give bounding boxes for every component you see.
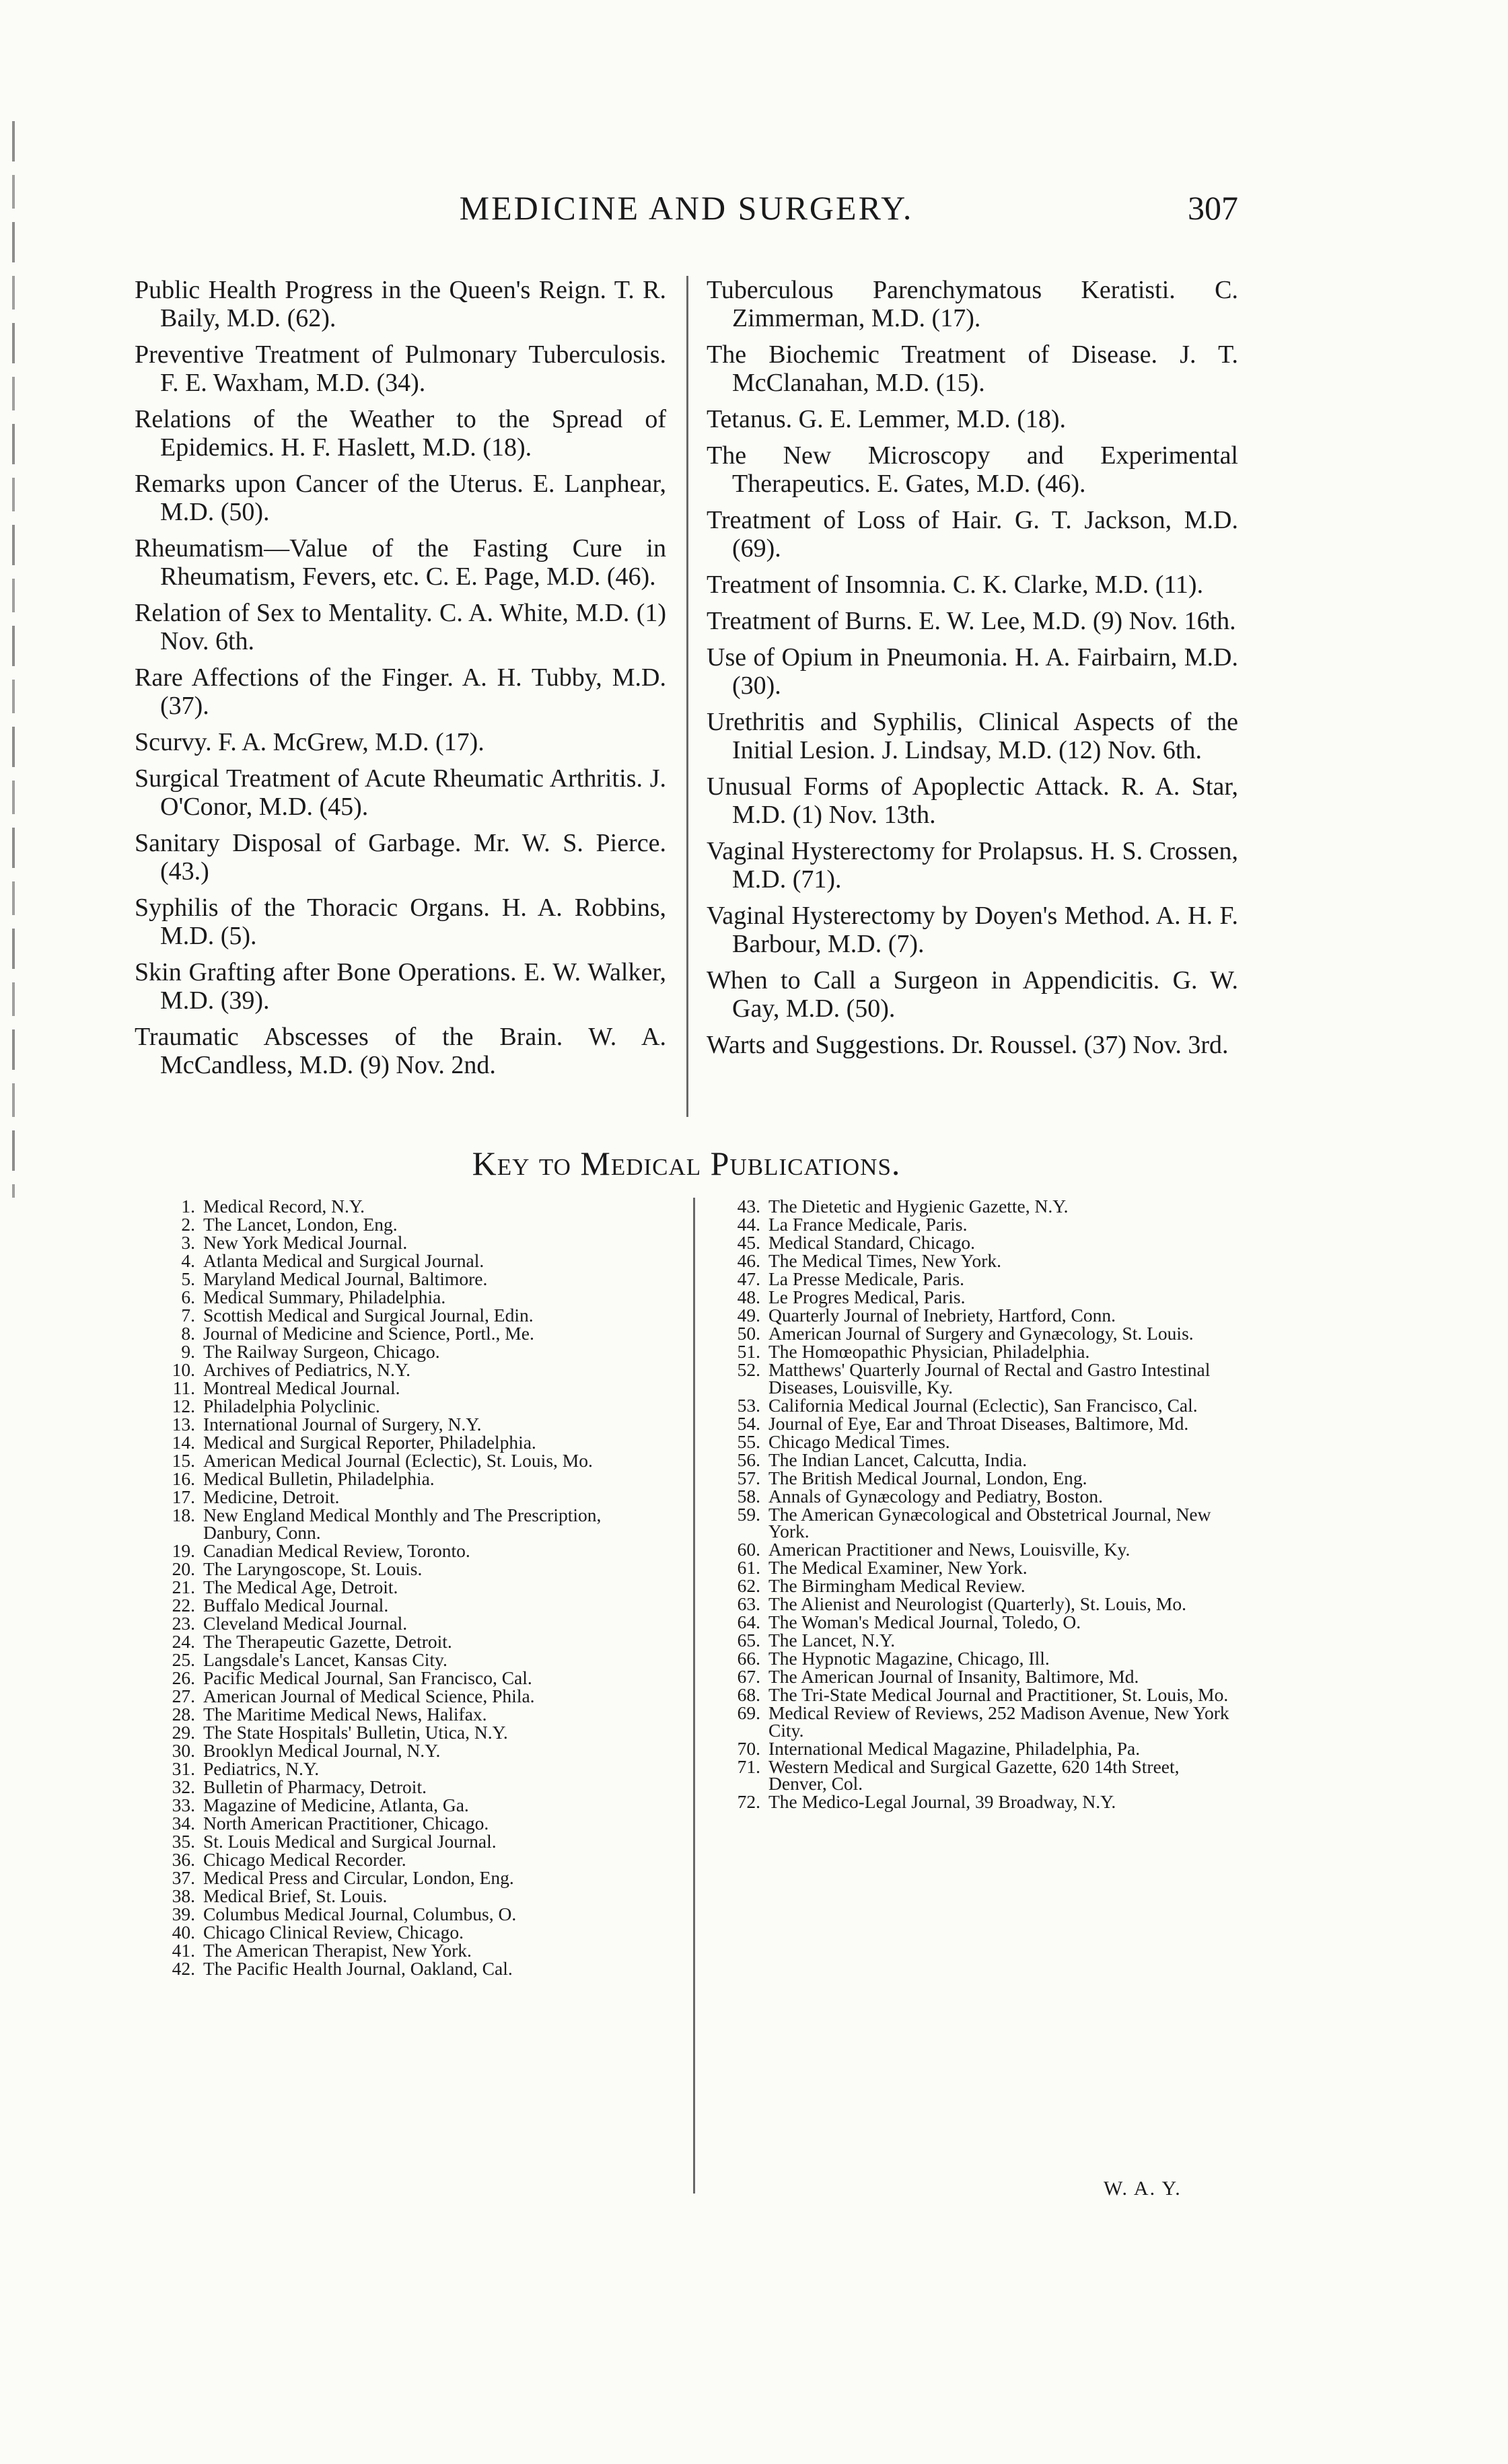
publication-entry: [720, 1503, 1231, 1542]
publication-entry: [155, 1270, 666, 1288]
page-title: MEDICINE AND SURGERY.: [459, 189, 914, 227]
publication-number: 38.: [172, 1885, 195, 1906]
publication-number: 58.: [737, 1485, 760, 1507]
publication-title: Atlanta Medical and Surgical Journal.: [203, 1250, 484, 1271]
publication-title: The Birmingham Medical Review.: [768, 1575, 1026, 1596]
publication-entry: [720, 1216, 1231, 1233]
publication-number: 13.: [172, 1414, 195, 1435]
publication-number: 21.: [172, 1576, 195, 1597]
publication-entry: [155, 1939, 666, 1961]
publication-title: St. Louis Medical and Surgical Journal.: [203, 1830, 497, 1852]
publication-entry: [720, 1611, 1231, 1632]
publication-entry: [155, 1760, 666, 1778]
publication-entry: [155, 1539, 666, 1561]
publication-title: Chicago Medical Times.: [768, 1430, 950, 1452]
publication-title: The Maritime Medical News, Halifax.: [203, 1703, 487, 1725]
publication-number: 63.: [737, 1593, 760, 1614]
publication-title: The State Hospitals' Bulletin, Utica, N.Y.: [203, 1721, 508, 1743]
publication-entry: [155, 1325, 666, 1342]
publication-number: 40.: [172, 1921, 195, 1943]
publication-title: Medical Summary, Philadelphia.: [203, 1287, 446, 1307]
publication-title: Medical Review of Reviews, 252 Madison Avenue, New York City.: [768, 1702, 1229, 1741]
publication-title: Le Progres Medical, Paris.: [768, 1287, 966, 1307]
publication-title: Scottish Medical and Surgical Journal, Edin.: [203, 1305, 534, 1326]
publication-number: 20.: [172, 1558, 195, 1579]
publication-title: Cleveland Medical Journal.: [203, 1612, 408, 1634]
publication-title: Montreal Medical Journal.: [203, 1377, 400, 1398]
publication-number: 16.: [172, 1468, 195, 1489]
publication-title: The American Journal of Insanity, Baltimore, Md.: [768, 1666, 1139, 1687]
publication-entry: [155, 1252, 666, 1270]
publication-number: 41.: [172, 1939, 195, 1961]
publication-number: 27.: [172, 1685, 195, 1706]
publication-number: 26.: [172, 1667, 195, 1688]
publication-title: Brooklyn Medical Journal, N.Y.: [203, 1739, 441, 1761]
publication-entry: [720, 1198, 1231, 1215]
publication-entry: [155, 1488, 666, 1506]
publication-number: 3.: [181, 1232, 195, 1253]
publication-number: 43.: [737, 1196, 760, 1217]
publication-entry: [155, 1361, 666, 1379]
publication-title: The Medical Age, Detroit.: [203, 1576, 398, 1597]
publication-entry: [155, 1560, 666, 1578]
publication-entry: [720, 1343, 1231, 1361]
article-entry: Scurvy. F. A. McGrew, M.D. (17).: [135, 728, 484, 756]
publication-number: 51.: [737, 1341, 760, 1362]
publication-entry: [720, 1430, 1231, 1452]
publication-entry: [155, 1703, 666, 1725]
publication-number: 7.: [181, 1305, 195, 1326]
publication-title: Medical and Surgical Reporter, Philadelphia.: [203, 1432, 536, 1453]
article-entry: Unusual Forms of Apoplectic Attack. R. A. Star, M.D. (1) Nov. 13th.: [707, 772, 1238, 829]
publication-title: Maryland Medical Journal, Baltimore.: [203, 1268, 488, 1289]
publication-title: Langsdale's Lancet, Kansas City.: [203, 1648, 447, 1670]
publication-number: 55.: [737, 1430, 760, 1452]
publication-number: 68.: [737, 1684, 760, 1705]
publication-entry: [720, 1559, 1231, 1577]
publication-title: Journal of Eye, Ear and Throat Diseases, Baltimore, Md.: [768, 1412, 1189, 1434]
publication-number: 23.: [172, 1612, 195, 1634]
publication-title: Archives of Pediatrics, N.Y.: [203, 1359, 411, 1380]
publication-number: 42.: [172, 1957, 195, 1979]
publication-number: 6.: [181, 1287, 195, 1307]
publication-entry: [155, 1612, 666, 1634]
publication-title: The Medical Examiner, New York.: [768, 1557, 1028, 1578]
publication-title: The Indian Lancet, Calcutta, India.: [768, 1449, 1028, 1470]
publication-number: 56.: [737, 1449, 760, 1470]
publication-number: 1.: [181, 1196, 195, 1217]
article-entry: Vaginal Hysterectomy for Prolapsus. H. S. Crossen, M.D. (71).: [707, 837, 1238, 894]
publication-entry: [155, 1903, 666, 1924]
publication-number: 46.: [737, 1250, 760, 1271]
article-entry: Urethritis and Syphilis, Clinical Aspects of the Initial Lesion. J. Lindsay, M.D. (12) Nov. 6th.: [707, 708, 1238, 764]
publication-title: Medical Bulletin, Philadelphia.: [203, 1468, 435, 1489]
publication-title: Canadian Medical Review, Toronto.: [203, 1539, 470, 1561]
publication-entry: [155, 1398, 666, 1415]
publication-title: The Woman's Medical Journal, Toledo, O.: [768, 1611, 1081, 1632]
publication-number: 49.: [737, 1305, 760, 1326]
publication-number: 60.: [737, 1539, 760, 1560]
publication-number: 18.: [172, 1505, 195, 1525]
publication-entry: [155, 1830, 666, 1852]
article-entry: Warts and Suggestions. Dr. Roussel. (37) Nov. 3rd.: [707, 1031, 1229, 1059]
publication-entry: [720, 1632, 1231, 1649]
publication-number: 12.: [172, 1396, 195, 1416]
publication-number: 65.: [737, 1630, 760, 1651]
publication-column-left: [155, 1198, 666, 1978]
publication-number: 64.: [737, 1611, 760, 1632]
publication-number: 37.: [172, 1867, 195, 1888]
publication-number: 48.: [737, 1287, 760, 1307]
publication-number: 70.: [737, 1737, 760, 1759]
publication-title: The Pacific Health Journal, Oakland, Cal.: [203, 1957, 513, 1979]
publication-title: The British Medical Journal, London, Eng.: [768, 1467, 1087, 1488]
publication-entry: [155, 1507, 666, 1541]
publication-number: 44.: [737, 1214, 760, 1235]
article-entry: Skin Grafting after Bone Operations. E. W. Walker, M.D. (39).: [135, 958, 666, 1015]
publication-number: 61.: [737, 1557, 760, 1578]
publication-number: 52.: [737, 1359, 760, 1380]
publication-title: Chicago Medical Recorder.: [203, 1848, 406, 1870]
article-entry: Preventive Treatment of Pulmonary Tuberculosis. F. E. Waxham, M.D. (34).: [135, 340, 666, 397]
publication-entry: [155, 1452, 666, 1470]
publication-number: 30.: [172, 1739, 195, 1761]
publication-entry: [720, 1451, 1231, 1469]
publication-number: 25.: [172, 1648, 195, 1670]
publication-number: 47.: [737, 1268, 760, 1289]
publication-entry: [155, 1869, 666, 1887]
publication-title: Annals of Gynæcology and Pediatry, Boston.: [768, 1485, 1103, 1507]
publication-entry: [155, 1630, 666, 1652]
publication-entry: [720, 1595, 1231, 1613]
publication-number: 36.: [172, 1848, 195, 1870]
publication-title: Medical Record, N.Y.: [203, 1196, 365, 1217]
article-entry: Tetanus. G. E. Lemmer, M.D. (18).: [707, 405, 1067, 433]
publication-number: 39.: [172, 1903, 195, 1924]
publication-entry: [155, 1576, 666, 1597]
publication-number: 50.: [737, 1323, 760, 1344]
publication-number: 54.: [737, 1412, 760, 1434]
publication-number: 69.: [737, 1702, 760, 1723]
publication-entry: [720, 1361, 1231, 1396]
publication-title: Bulletin of Pharmacy, Detroit.: [203, 1776, 427, 1797]
article-entry: Treatment of Burns. E. W. Lee, M.D. (9) Nov. 16th.: [707, 607, 1236, 635]
publication-entry: [155, 1848, 666, 1870]
publication-number: 67.: [737, 1666, 760, 1687]
signature-initials: W. A. Y.: [1104, 2177, 1182, 2200]
publication-number: 72.: [737, 1791, 760, 1812]
publication-title: The Medical Times, New York.: [768, 1250, 1002, 1271]
publication-number: 24.: [172, 1630, 195, 1652]
publication-title: The Alienist and Neurologist (Quarterly), St. Louis, Mo.: [768, 1593, 1186, 1614]
publication-entry: [720, 1541, 1231, 1558]
key-column-divider: [693, 1198, 695, 2194]
publication-number: 66.: [737, 1648, 760, 1669]
publication-entry: [155, 1887, 666, 1905]
publication-number: 62.: [737, 1575, 760, 1596]
publication-title: Western Medical and Surgical Gazette, 620 14th Street, Denver, Col.: [768, 1755, 1180, 1794]
publication-number: 8.: [181, 1323, 195, 1344]
publication-key: [155, 1198, 1245, 2194]
article-entry: Vaginal Hysterectomy by Doyen's Method. A. H. F. Barbour, M.D. (7).: [707, 902, 1238, 958]
article-column-left: [135, 276, 666, 1087]
article-entry: Use of Opium in Pneumonia. H. A. Fairbairn, M.D. (30).: [707, 643, 1238, 700]
key-heading-text: Key to Medical Publications.: [472, 1145, 901, 1182]
publication-title: Magazine of Medicine, Atlanta, Ga.: [203, 1794, 469, 1815]
publication-entry: [720, 1270, 1231, 1288]
publication-entry: [155, 1234, 666, 1252]
binding-edge-rule: [12, 121, 15, 1198]
publication-entry: [720, 1737, 1231, 1759]
publication-title: Medical Press and Circular, London, Eng.: [203, 1867, 514, 1888]
publication-number: 53.: [737, 1394, 760, 1416]
publication-title: Pacific Medical Journal, San Francisco, Cal.: [203, 1667, 532, 1688]
publication-title: The American Gynæcological and Obstetrical Journal, New York.: [768, 1503, 1211, 1542]
publication-number: 59.: [737, 1503, 760, 1525]
publication-number: 4.: [181, 1250, 195, 1271]
publication-number: 71.: [737, 1755, 760, 1777]
publication-number: 14.: [172, 1432, 195, 1453]
article-entry: Relations of the Weather to the Spread of Epidemics. H. F. Haslett, M.D. (18).: [135, 405, 666, 462]
article-entry: The New Microscopy and Experimental Therapeutics. E. Gates, M.D. (46).: [707, 441, 1238, 498]
publication-number: 15.: [172, 1450, 195, 1471]
publication-title: La France Medicale, Paris.: [768, 1214, 968, 1235]
publication-title: North American Practitioner, Chicago.: [203, 1812, 489, 1834]
publication-number: 57.: [737, 1467, 760, 1488]
publication-entry: [155, 1434, 666, 1451]
publication-entry: [720, 1650, 1231, 1667]
publication-number: 17.: [172, 1486, 195, 1507]
publication-entry: [155, 1470, 666, 1488]
publication-title: Medical Brief, St. Louis.: [203, 1885, 388, 1906]
publication-entry: [720, 1577, 1231, 1595]
publication-title: Medicine, Detroit.: [203, 1486, 340, 1507]
publication-title: The Laryngoscope, St. Louis.: [203, 1558, 423, 1579]
publication-entry: [720, 1686, 1231, 1704]
publication-title: Buffalo Medical Journal.: [203, 1594, 389, 1616]
column-divider: [686, 276, 688, 1117]
page-header: [135, 188, 1238, 242]
article-entry: Sanitary Disposal of Garbage. Mr. W. S. Pierce. (43.): [135, 829, 666, 885]
publication-entry: [155, 1739, 666, 1761]
publication-title: Medical Standard, Chicago.: [768, 1232, 975, 1253]
article-column-right: [707, 276, 1238, 1067]
article-entry: Surgical Treatment of Acute Rheumatic Arthritis. J. O'Conor, M.D. (45).: [135, 764, 666, 821]
article-entry: Traumatic Abscesses of the Brain. W. A. McCandless, M.D. (9) Nov. 2nd.: [135, 1023, 666, 1079]
publication-title: The American Therapist, New York.: [203, 1939, 472, 1961]
article-entry: Treatment of Loss of Hair. G. T. Jackson, M.D. (69).: [707, 506, 1238, 563]
publication-title: The Homœopathic Physician, Philadelphia.: [768, 1341, 1090, 1362]
publication-title: The Railway Surgeon, Chicago.: [203, 1341, 440, 1362]
publication-title: International Journal of Surgery, N.Y.: [203, 1414, 482, 1435]
publication-number: 28.: [172, 1703, 195, 1725]
publication-title: The Therapeutic Gazette, Detroit.: [203, 1630, 452, 1652]
publication-entry: [155, 1648, 666, 1670]
publication-entry: [155, 1921, 666, 1943]
publication-entry: [720, 1325, 1231, 1342]
publication-number: 34.: [172, 1812, 195, 1834]
publication-number: 2.: [181, 1214, 195, 1235]
publication-entry: [155, 1778, 666, 1796]
article-entry: Relation of Sex to Mentality. C. A. White, M.D. (1) Nov. 6th.: [135, 599, 666, 655]
publication-entry: [155, 1343, 666, 1361]
publication-title: California Medical Journal (Eclectic), San Francisco, Cal.: [768, 1394, 1198, 1416]
publication-title: Quarterly Journal of Inebriety, Hartford, Conn.: [768, 1305, 1116, 1326]
publication-number: 45.: [737, 1232, 760, 1253]
publication-title: Journal of Medicine and Science, Portl., Me.: [203, 1323, 534, 1344]
publication-title: Matthews' Quarterly Journal of Rectal and Gastro Intestinal Diseases, Louisville, Ky.: [768, 1359, 1211, 1398]
publication-number: 29.: [172, 1721, 195, 1743]
publication-entry: [155, 1216, 666, 1233]
publication-title: The Hypnotic Magazine, Chicago, Ill.: [768, 1648, 1050, 1669]
publication-entry: [155, 1198, 666, 1215]
publication-title: New England Medical Monthly and The Prescription, Danbury, Conn.: [203, 1505, 602, 1543]
publication-number: 32.: [172, 1776, 195, 1797]
article-entry: Treatment of Insomnia. C. K. Clarke, M.D. (11).: [707, 571, 1204, 599]
publication-entry: [155, 1721, 666, 1743]
publication-title: The Medico-Legal Journal, 39 Broadway, N.Y.: [768, 1791, 1116, 1812]
publication-entry: [155, 1669, 666, 1687]
key-heading: [135, 1144, 1238, 1183]
publication-title: Chicago Clinical Review, Chicago.: [203, 1921, 464, 1943]
publication-number: 19.: [172, 1539, 195, 1561]
publication-title: American Journal of Medical Science, Phila.: [203, 1685, 535, 1706]
publication-entry: [155, 1594, 666, 1616]
publication-number: 33.: [172, 1794, 195, 1815]
article-entry: Remarks upon Cancer of the Uterus. E. Lanphear, M.D. (50).: [135, 470, 666, 526]
publication-entry: [720, 1668, 1231, 1686]
publication-entry: [720, 1252, 1231, 1270]
publication-entry: [720, 1793, 1231, 1811]
publication-title: American Practitioner and News, Louisville, Ky.: [768, 1539, 1130, 1560]
publication-number: 22.: [172, 1594, 195, 1616]
publication-number: 5.: [181, 1268, 195, 1289]
publication-entry: [155, 1307, 666, 1324]
publication-entry: [720, 1307, 1231, 1324]
publication-title: International Medical Magazine, Philadelphia, Pa.: [768, 1737, 1141, 1759]
article-entry: Syphilis of the Thoracic Organs. H. A. Robbins, M.D. (5).: [135, 894, 666, 950]
article-index: [135, 276, 1238, 1117]
publication-title: Philadelphia Polyclinic.: [203, 1396, 380, 1416]
publication-entry: [155, 1794, 666, 1815]
publication-entry: [155, 1957, 666, 1979]
publication-entry: [155, 1379, 666, 1397]
publication-entry: [720, 1755, 1231, 1794]
publication-number: 31.: [172, 1758, 195, 1779]
article-entry: Rare Affections of the Finger. A. H. Tubby, M.D. (37).: [135, 663, 666, 720]
publication-entry: [720, 1485, 1231, 1507]
publication-title: The Lancet, N.Y.: [768, 1630, 896, 1651]
publication-number: 10.: [172, 1359, 195, 1380]
article-entry: When to Call a Surgeon in Appendicitis. G. W. Gay, M.D. (50).: [707, 966, 1238, 1023]
publication-number: 9.: [181, 1341, 195, 1362]
publication-title: The Dietetic and Hygienic Gazette, N.Y.: [768, 1196, 1069, 1217]
publication-entry: [155, 1289, 666, 1306]
publication-number: 35.: [172, 1830, 195, 1852]
publication-title: The Tri-State Medical Journal and Practitioner, St. Louis, Mo.: [768, 1684, 1229, 1705]
publication-entry: [155, 1685, 666, 1706]
publication-column-right: [720, 1198, 1231, 1811]
publication-title: New York Medical Journal.: [203, 1232, 408, 1253]
article-entry: Rheumatism—Value of the Fasting Cure in Rheumatism, Fevers, etc. C. E. Page, M.D. (46).: [135, 534, 666, 591]
publication-title: Pediatrics, N.Y.: [203, 1758, 320, 1779]
publication-entry: [720, 1704, 1231, 1739]
publication-entry: [720, 1394, 1231, 1416]
publication-entry: [155, 1812, 666, 1834]
publication-entry: [720, 1234, 1231, 1252]
publication-entry: [720, 1467, 1231, 1488]
article-entry: Public Health Progress in the Queen's Reign. T. R. Baily, M.D. (62).: [135, 276, 666, 332]
publication-entry: [720, 1412, 1231, 1434]
publication-title: American Journal of Surgery and Gynæcology, St. Louis.: [768, 1323, 1194, 1344]
publication-title: Columbus Medical Journal, Columbus, O.: [203, 1903, 517, 1924]
publication-title: La Presse Medicale, Paris.: [768, 1268, 964, 1289]
publication-entry: [720, 1289, 1231, 1306]
publication-entry: [155, 1416, 666, 1433]
publication-number: 11.: [172, 1377, 195, 1398]
page-number: 307: [1188, 189, 1238, 227]
article-entry: The Biochemic Treatment of Disease. J. T. McClanahan, M.D. (15).: [707, 340, 1238, 397]
article-entry: Tuberculous Parenchymatous Keratisti. C. Zimmerman, M.D. (17).: [707, 276, 1238, 332]
publication-title: The Lancet, London, Eng.: [203, 1214, 398, 1235]
publication-title: American Medical Journal (Eclectic), St. Louis, Mo.: [203, 1450, 593, 1471]
